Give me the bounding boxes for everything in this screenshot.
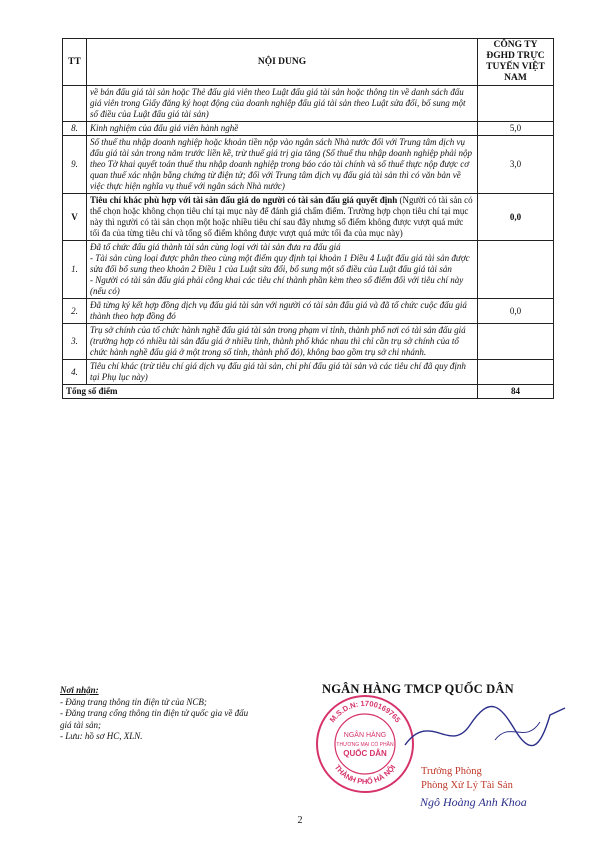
bank-name: NGÂN HÀNG TMCP QUỐC DÂN (322, 682, 514, 696)
table-row (63, 86, 554, 122)
row-tt: 8. (63, 122, 87, 136)
row-tt: 2. (63, 299, 87, 324)
table-row (63, 194, 554, 241)
row-content: Tiêu chí khác (trừ tiêu chí giá dịch vụ đấu giá tài sản, chi phí đấu giá tài sản và các tiêu chí đã quy định tại Phụ lục này) (87, 360, 478, 385)
row-score: 0,0 (478, 299, 554, 324)
row-score (478, 86, 554, 122)
row-content-note: (Người có tài sản có thể chọn hoặc không chọn tiêu chí tại mục này để đánh giá chấm điểm. Trường hợp chọn tiêu chí tại mục này thì người có tài sản chọn một hoặc nhiều tiêu chí sau đây nhưng số điểm không được vượt quá mức tối đa của từng tiêu chí và tổng số điểm không được vượt quá mức tối đa của mục này) (90, 195, 473, 238)
header-tt: TT (63, 39, 87, 86)
table-row (63, 324, 554, 360)
table-row (63, 360, 554, 385)
recipient-item: - Lưu: hồ sơ HC, XLN. (60, 731, 143, 741)
total-label: Tổng số điểm (63, 385, 478, 399)
handwritten-signature-icon (400, 700, 570, 760)
row-score (478, 241, 554, 299)
table-header-row (63, 39, 554, 86)
row-score: 0,0 (478, 194, 554, 241)
recipient-item: - Đăng trang cổng thông tin điện tử quốc gia về đấu giá tài sản; (60, 708, 249, 730)
header-score: CÔNG TY ĐGHD TRỰC TUYẾN VIỆT NAM (478, 39, 554, 86)
row-score: 5,0 (478, 122, 554, 136)
signer-role: Trưởng Phòng (421, 766, 482, 777)
table-row (63, 136, 554, 194)
table-row (63, 122, 554, 136)
recipients-title: Nơi nhận: (60, 685, 99, 695)
page-number: 2 (297, 815, 303, 826)
row-content: Trụ sở chính của tổ chức hành nghề đấu giá tài sản trong phạm vi tỉnh, thành phố nơi có tài sản đấu giá (trường hợp có nhiều tài sản đấu giá ở nhiều tỉnh, thành phố khác nhau thì chỉ cần trụ sở chính của tổ chức hành nghề đấu giá ở một trong số tỉnh, thành phố đó), không bao gồm trụ sở chi nhánh. (87, 324, 478, 360)
row-tt: 1. (63, 241, 87, 299)
seal-line3: QUỐC DÂN (343, 749, 387, 758)
recipient-item: - Đăng trang thông tin điện tử của NCB; (60, 696, 207, 707)
row-content: Kinh nghiệm của đấu giá viên hành nghề (87, 122, 478, 136)
row-tt: 4. (63, 360, 87, 385)
total-row (63, 385, 554, 399)
row-tt: V (63, 194, 87, 241)
row-content (87, 194, 478, 241)
signer-name: Ngô Hoàng Anh Khoa (420, 795, 527, 809)
row-score (478, 324, 554, 360)
row-score (478, 360, 554, 385)
row-content-heading: Tiêu chí khác phù hợp với tài sản đấu giá do người có tài sản đấu giá quyết định (90, 195, 398, 205)
row-tt (63, 86, 87, 122)
seal-line1: NGÂN HÀNG (343, 732, 387, 739)
row-tt: 9. (63, 136, 87, 194)
signer-department: Phòng Xử Lý Tài Sản (421, 780, 513, 791)
row-content: Đã từng ký kết hợp đồng dịch vụ đấu giá tài sản với người có tài sản đấu giá và đã tổ chức cuộc đấu giá thành theo hợp đồng đó (87, 299, 478, 324)
row-content: về bán đấu giá tài sản hoặc Thẻ đấu giá viên theo Luật đấu giá tài sản hoặc thông tin về danh sách đấu giá viên trong Giấy đăng ký hoạt động của doanh nghiệp đấu giá tài sản theo Luật sửa đổi, bổ sung một số điều của Luật đấu giá tài sản) (87, 86, 478, 122)
table-row (63, 299, 554, 324)
seal-top-text: M.S.D.N: 1700169765 (327, 698, 403, 725)
total-value: 84 (478, 385, 554, 399)
row-tt: 3. (63, 324, 87, 360)
seal-line2: THƯƠNG MẠI CỔ PHẦN (336, 742, 394, 748)
row-content: Đã tổ chức đấu giá thành tài sản cùng loại với tài sản đưa ra đấu giá - Tài sản cùng loại được phân theo cùng một điểm quy định tại khoản 1 Điều 4 Luật đấu giá tài sản được sửa đổi bổ sung theo khoản 2 Điều 1 của Luật sửa đổi, bổ sung một số điều của Luật đấu giá tài sản - Người có tài sản đấu giá phải công khai các tiêu chí thành phần kèm theo số điểm đối với tiêu chí này (nếu có) (87, 241, 478, 299)
table-row (63, 241, 554, 299)
recipients-block (60, 685, 260, 743)
row-score: 3,0 (478, 136, 554, 194)
scoring-table (62, 38, 554, 399)
row-content: Số thuế thu nhập doanh nghiệp hoặc khoản tiền nộp vào ngân sách Nhà nước đối với Trung tâm dịch vụ đấu giá tài sản trong năm trước liền kề, trừ thuế giá trị gia tăng (Số thuế thu nhập doanh nghiệp phải nộp theo Tờ khai quyết toán thuế thu nhập doanh nghiệp trong báo cáo tài chính và số thuế thực nộp được cơ quan thuế xác nhận bằng chứng từ điện tử; đối với Trung tâm dịch vụ đấu giá tài sản thì có văn bản về việc thực hiện nghĩa vụ thuế với ngân sách Nhà nước) (87, 136, 478, 194)
seal-bottom-text: THÀNH PHỐ HÀ NỘI (332, 762, 398, 787)
header-content: NỘI DUNG (87, 39, 478, 86)
